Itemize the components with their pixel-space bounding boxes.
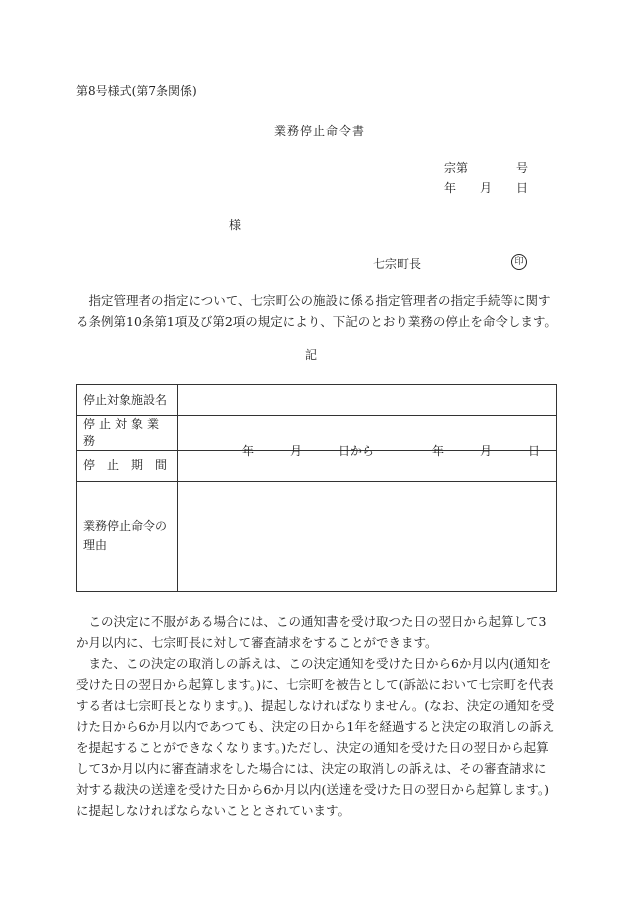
period-from-month: 月 bbox=[290, 443, 303, 458]
reference-number-suffix: 号 bbox=[516, 161, 529, 175]
period-label-char: 間 bbox=[154, 458, 167, 473]
facility-value bbox=[178, 385, 557, 416]
table-row bbox=[77, 385, 557, 416]
issue-date-year: 年 bbox=[444, 181, 457, 195]
form-number: 第8号様式(第7条関係) bbox=[76, 84, 197, 98]
period-to-year: 年 bbox=[432, 443, 445, 458]
seal-mark: 印 bbox=[511, 254, 527, 270]
business-label-text: 停止対象業務 bbox=[83, 417, 164, 448]
period-label-chars bbox=[83, 457, 171, 474]
period-to-month: 月 bbox=[480, 443, 493, 458]
recipient-honorific: 様 bbox=[229, 218, 242, 232]
appeal-paragraph-2: また、この決定の取消しの訴えは、この決定通知を受けた日から6か月以内(通知を受けた日の翌日から起算します。)に、七宗町を被告として(訴訟において七宗町を代表する者は七宗町長となります。)、提起しなければなりません。(なお、決定の通知を受けた日から6か月以内であつても、決定の日から1年を経過すると決定の取消しの訴えを提起することができなくなります。)ただし、決定の通知を受けた日の翌日から起算して3か月以内に審査請求をした場合には、決定の取消しの訴えは、その審査請求に対する裁決の送達を受けた日から6か月以内(送達を受けた日の翌日から起算します。)に提起しなければならないこととされています。 bbox=[76, 656, 555, 818]
appeal-paragraph-1: この決定に不服がある場合には、この通知書を受け取つた日の翌日から起算して3か月以内に、七宗町長に対して審査請求をすることができます。 bbox=[76, 614, 547, 650]
period-from-year: 年 bbox=[242, 443, 255, 458]
reason-value bbox=[178, 481, 557, 591]
period-label-char: 期 bbox=[130, 458, 143, 473]
reference-number-prefix: 宗第 bbox=[444, 161, 469, 175]
period-from-day: 日から bbox=[338, 443, 375, 458]
details-table bbox=[76, 384, 557, 592]
notice-body-text: 指定管理者の指定について、七宗町公の施設に係る指定管理者の指定手続等に関する条例第10条第1項及び第2項の規定により、下記のとおり業務の停止を命令します。 bbox=[76, 293, 557, 329]
period-to-day: 日 bbox=[528, 443, 541, 458]
facility-label: 停止対象施設名 bbox=[77, 385, 178, 416]
period-value bbox=[178, 443, 557, 481]
issuer-title: 七宗町長 bbox=[373, 257, 422, 271]
table-row bbox=[77, 481, 557, 591]
table-row bbox=[77, 450, 557, 481]
period-label-char: 止 bbox=[106, 458, 119, 473]
issue-date-day: 日 bbox=[516, 181, 529, 195]
issue-date-month: 月 bbox=[480, 181, 493, 195]
reason-label: 業務停止命令の理由 bbox=[77, 481, 178, 591]
business-label bbox=[77, 416, 178, 451]
period-label bbox=[77, 450, 178, 481]
notice-body bbox=[76, 290, 558, 332]
ki-heading: 記 bbox=[305, 348, 318, 362]
period-label-char: 停 bbox=[83, 458, 96, 473]
document-title: 業務停止命令書 bbox=[274, 124, 366, 138]
appeal-notice bbox=[76, 611, 558, 821]
